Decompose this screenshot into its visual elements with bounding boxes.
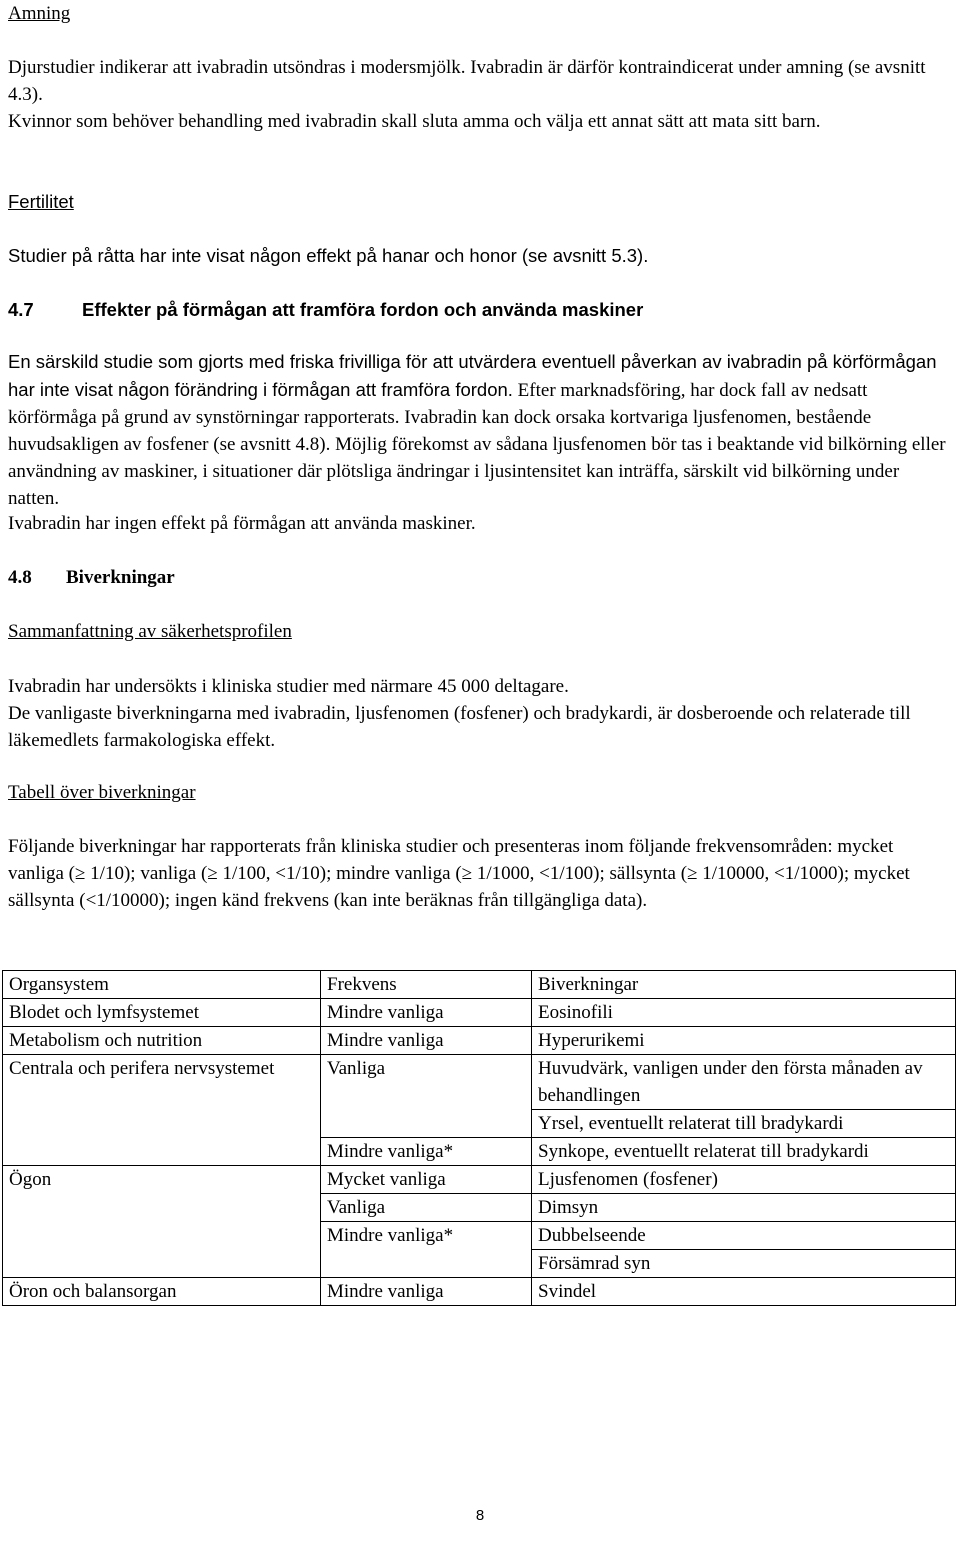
fertilitet-paragraph: Studier på råtta har inte visat någon effekt på hanar och honor (se avsnitt 5.3). <box>8 245 649 266</box>
section-number: 4.8 <box>8 567 32 588</box>
section-heading-4-8 <box>8 564 952 591</box>
reaction-cell: Eosinofili <box>532 999 956 1027</box>
frequency-cell: Vanliga <box>321 1194 532 1222</box>
amning-paragraph-1: Djurstudier indikerar att ivabradin utsöndras i modersmjölk. Ivabradin är därför kontraindicerat under amning (se avsnitt 4.3). <box>8 57 926 105</box>
frequency-cell: Mindre vanliga <box>321 999 532 1027</box>
reaction-cell: Försämrad syn <box>532 1250 956 1278</box>
frequency-cell: Mindre vanliga* <box>321 1222 532 1278</box>
adverse-reactions-table <box>2 970 956 1306</box>
section-4-7-paragraph-1 <box>8 348 952 512</box>
organ-system-cell: Öron och balansorgan <box>3 1278 321 1306</box>
table-heading: Tabell över biverkningar <box>8 782 196 803</box>
summary-paragraph-1: Ivabradin har undersökts i kliniska studier med närmare 45 000 deltagare. <box>8 676 569 697</box>
paragraph <box>8 54 952 135</box>
reaction-cell: Svindel <box>532 1278 956 1306</box>
table-row <box>3 999 956 1027</box>
summary-paragraph-2: De vanligaste biverkningarna med ivabradin, ljusfenomen (fosfener) och bradykardi, är dosberoende och relaterade till läkemedlets farmakologiska effekt. <box>8 703 911 751</box>
page-number: 8 <box>475 1507 485 1524</box>
section-title: Biverkningar <box>66 567 175 588</box>
frequency-cell: Mindre vanliga* <box>321 1138 532 1166</box>
organ-system-cell: Ögon <box>3 1166 321 1278</box>
table-row <box>3 1055 956 1110</box>
frequency-cell: Mycket vanliga <box>321 1166 532 1194</box>
summary-heading: Sammanfattning av säkerhetsprofilen <box>8 621 292 642</box>
table-header-row <box>3 971 956 999</box>
reaction-cell: Hyperurikemi <box>532 1027 956 1055</box>
reaction-cell: Huvudvärk, vanligen under den första månaden av behandlingen <box>532 1055 956 1110</box>
section-4-7-paragraph-2: Ivabradin har ingen effekt på förmågan att använda maskiner. <box>8 513 476 534</box>
section-heading-amning: Amning <box>8 3 71 24</box>
section-heading-4-7 <box>8 296 952 323</box>
frequency-cell: Mindre vanliga <box>321 1027 532 1055</box>
section-title: Effekter på förmågan att framföra fordon och använda maskiner <box>82 299 644 320</box>
organ-system-cell: Metabolism och nutrition <box>3 1027 321 1055</box>
driving-study-text: En särskild studie som gjorts med friska frivilliga för att utvärdera eventuell påverkan av ivabradin på körförmågan har inte visat någon förändring i förmågan att framföra fordon. <box>8 351 937 400</box>
column-header: Organsystem <box>3 971 321 999</box>
amning-paragraph-2: Kvinnor som behöver behandling med ivabradin skall sluta amma och välja ett annat sätt att mata sitt barn. <box>8 111 821 132</box>
summary-paragraph <box>8 673 952 754</box>
table-intro-paragraph: Följande biverkningar har rapporterats från kliniska studier och presenteras inom följande frekvensområden: mycket vanliga (≥ 1/10); vanliga (≥ 1/100, <1/10); mindre vanliga (≥ 1/1000, <1/100); sällsynta (≥ 1/10000, <1/1000); mycket sällsynta (<1/10000); ingen känd frekvens (kan inte beräknas från tillgängliga data). <box>8 836 910 911</box>
column-header: Frekvens <box>321 971 532 999</box>
reaction-cell: Dimsyn <box>532 1194 956 1222</box>
post-marketing-text: Efter marknadsföring, har dock fall av nedsatt körförmåga på grund av synstörningar rapporterats. Ivabradin kan dock orsaka kortvariga ljusfenomen, bestående huvudsakligen av fosfener (se avsnitt 4.8). Möjlig förekomst av sådana ljusfenomen bör tas i beaktande vid bilkörning eller användning av maskiner, i situationer där plötsliga ändringar i ljusintensitet kan inträffa, särskilt vid bilkörning under natten. <box>8 380 946 509</box>
section-heading-fertilitet: Fertilitet <box>8 191 74 212</box>
reaction-cell: Synkope, eventuellt relaterat till bradykardi <box>532 1138 956 1166</box>
reaction-cell: Dubbelseende <box>532 1222 956 1250</box>
reaction-cell: Ljusfenomen (fosfener) <box>532 1166 956 1194</box>
column-header: Biverkningar <box>532 971 956 999</box>
frequency-cell: Mindre vanliga <box>321 1278 532 1306</box>
table-row <box>3 1278 956 1306</box>
frequency-cell: Vanliga <box>321 1055 532 1138</box>
organ-system-cell: Blodet och lymfsystemet <box>3 999 321 1027</box>
table-row <box>3 1166 956 1194</box>
reaction-cell: Yrsel, eventuellt relaterat till bradykardi <box>532 1110 956 1138</box>
organ-system-cell: Centrala och perifera nervsystemet <box>3 1055 321 1166</box>
table-row <box>3 1027 956 1055</box>
section-number: 4.7 <box>8 299 34 320</box>
